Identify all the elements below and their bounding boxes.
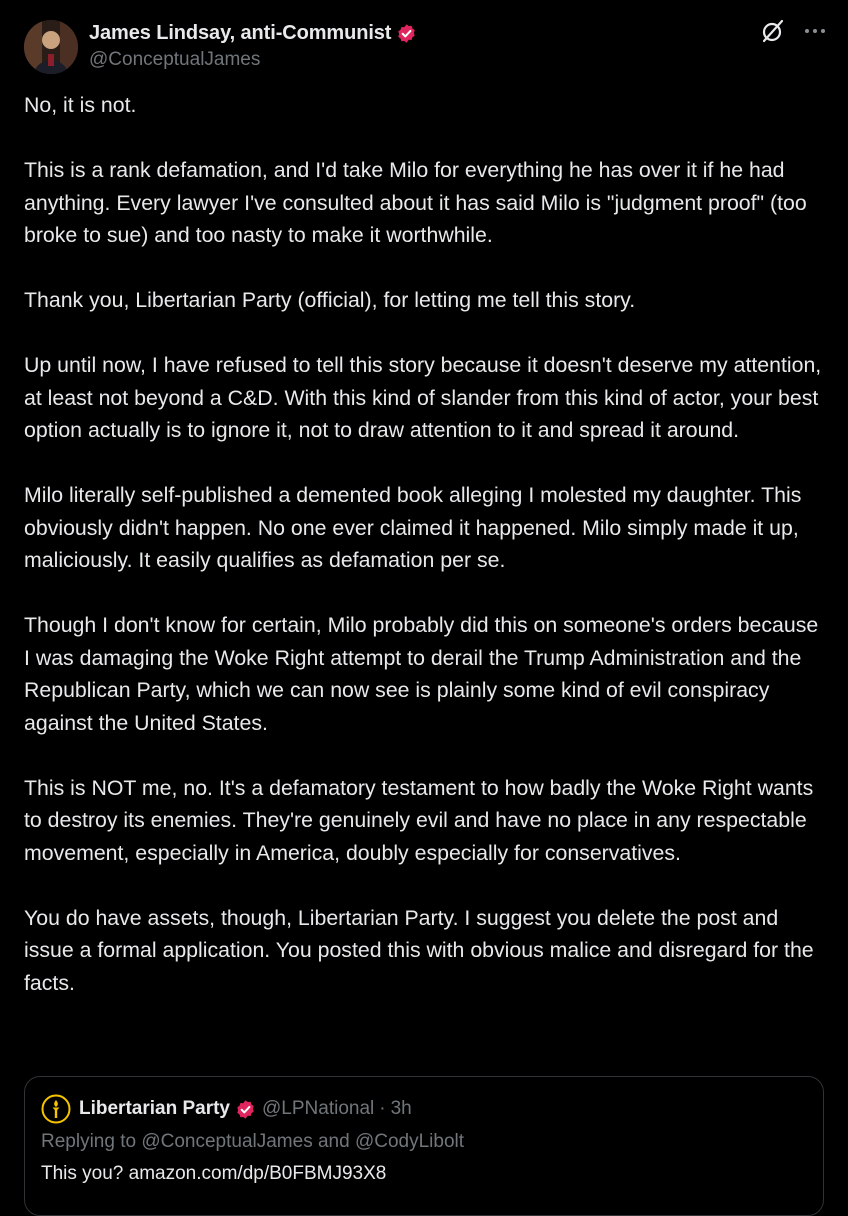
post-paragraph: This is NOT me, no. It's a defamatory testament to how badly the Woke Right wants to destroy its enemies. They're genuinely evil and have no place in any respectable movement, especially in America, doubly especially for conservatives. [24, 775, 820, 865]
post-paragraph: Thank you, Libertarian Party (official), for letting me tell this story. [24, 288, 636, 312]
verified-badge-icon [235, 1099, 256, 1120]
post-paragraph: Up until now, I have refused to tell this story because it doesn't deserve my attention, at least not beyond a C&D. With this kind of slander from this kind of actor, your best option actually is to ignore it, not to draw attention to it and spread it around. [24, 353, 828, 442]
grok-icon[interactable] [760, 18, 786, 44]
post-header [24, 16, 828, 76]
quoted-post-card[interactable] [24, 1076, 824, 1216]
post-paragraph: No, it is not. [24, 93, 137, 117]
author-block [89, 20, 417, 71]
author-display-name[interactable]: James Lindsay, anti-Communist [89, 21, 392, 44]
verified-badge-icon [396, 23, 417, 44]
quoted-post-header [41, 1093, 412, 1125]
separator-dot: · [379, 1098, 386, 1119]
header-actions [760, 18, 828, 44]
quoted-author-handle[interactable]: @LPNational [262, 1098, 375, 1119]
post-paragraph: Though I don't know for certain, Milo probably did this on someone's orders because I was damaging the Woke Right attempt to derail the Trump Administration and the Republican Party, which we can now see is plainly some kind of evil conspiracy against the United States. [24, 613, 825, 735]
post-body [24, 89, 828, 999]
author-name-row [89, 20, 417, 46]
quoted-post-text: This you? amazon.com/dp/B0FBMJ93X8 [41, 1163, 387, 1184]
replying-to: Replying to @ConceptualJames and @CodyLibolt [41, 1131, 465, 1152]
post-paragraph: Milo literally self-published a demented book alleging I molested my daughter. This obviously didn't happen. No one ever claimed it happened. Milo simply made it up, maliciously. It easily qualifies as defamation per se. [24, 483, 808, 572]
post-paragraph: You do have assets, though, Libertarian Party. I suggest you delete the post and issue a formal application. You posted this with obvious malice and disregard for the facts. [24, 905, 820, 995]
more-options-icon[interactable] [802, 18, 828, 44]
quoted-post-time[interactable]: 3h [390, 1098, 412, 1119]
avatar[interactable] [24, 20, 78, 74]
libertarian-torch-logo-icon[interactable] [41, 1094, 71, 1124]
author-handle[interactable]: @ConceptualJames [89, 49, 261, 70]
quoted-author-name[interactable]: Libertarian Party [79, 1098, 230, 1119]
post-paragraph: This is a rank defamation, and I'd take Milo for everything he has over it if he had anything. Every lawyer I've consulted about it has said Milo is "judgment proof" (too broke to sue) and too nasty to make it worthwhile. [24, 158, 813, 247]
